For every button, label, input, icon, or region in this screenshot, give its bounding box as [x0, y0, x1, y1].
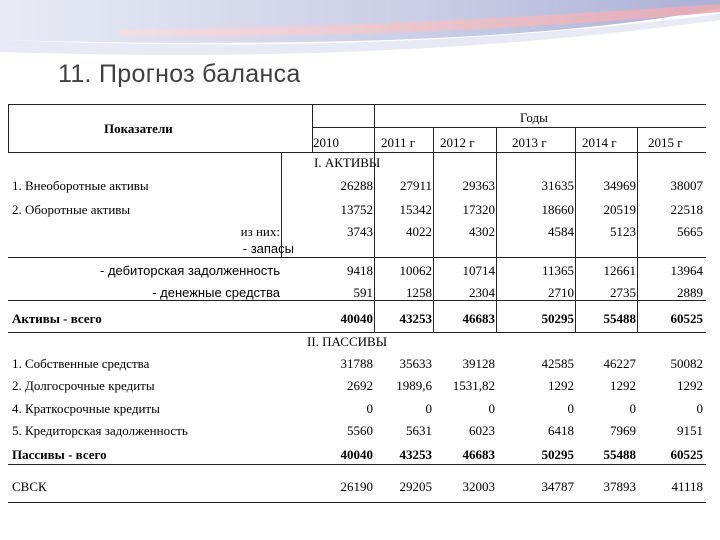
table-border-bottom — [8, 502, 706, 503]
cell-value: 46227 — [603, 356, 636, 371]
cell-value: 6418 — [548, 423, 574, 438]
cell-value: 22518 — [670, 202, 703, 217]
cell-value: 10714 — [462, 263, 495, 278]
cell-value: 39128 — [462, 356, 495, 371]
cell-value: 35633 — [399, 356, 432, 371]
cell-value: 55488 — [603, 447, 636, 462]
cell-value: 4584 — [548, 224, 574, 239]
cell-value: 10062 — [399, 263, 432, 278]
cell-value: 17320 — [462, 202, 495, 217]
section-assets-heading: I. АКТИВЫ — [314, 155, 381, 170]
cell-value: 27911 — [399, 178, 432, 193]
cell-value: 0 — [366, 401, 373, 416]
years-header: Годы — [520, 110, 548, 125]
cell-value: 1989,6 — [396, 378, 432, 393]
row-label: 4. Краткосрочные кредиты — [12, 401, 160, 416]
cell-value: 26288 — [340, 178, 373, 193]
cell-value: 31788 — [340, 356, 373, 371]
cell-value: 15342 — [399, 202, 432, 217]
row-label: из них: — [240, 224, 280, 239]
year-2012-header: 2012 г — [440, 135, 475, 150]
year-2014-header: 2014 г — [582, 135, 617, 150]
cell-value: 1531,82 — [452, 378, 495, 393]
cell-value: 1258 — [406, 285, 432, 300]
cell-value: 2735 — [610, 285, 636, 300]
cell-value: 2710 — [548, 285, 574, 300]
cell-value: 591 — [353, 285, 373, 300]
cell-value: 7969 — [610, 423, 636, 438]
row-label: Пассивы - всего — [12, 447, 107, 462]
year-2010-header: 2010 — [313, 135, 339, 150]
page-title: 11. Прогноз баланса — [58, 60, 301, 88]
cell-value: 50295 — [541, 447, 574, 462]
row-label: 1. Внеоборотные активы — [12, 178, 149, 193]
cell-value: 29363 — [462, 178, 495, 193]
year-2013-header: 2013 г — [512, 135, 547, 150]
cell-value: 0 — [488, 401, 495, 416]
cell-value: 26190 — [340, 479, 373, 494]
cell-value: 31635 — [541, 178, 574, 193]
decorative-header-waves — [0, 0, 720, 110]
cell-value: 46683 — [462, 447, 495, 462]
cell-value: 50295 — [541, 311, 574, 326]
cell-value: 32003 — [462, 479, 495, 494]
indicators-header: Показатели — [104, 121, 173, 136]
cell-value: 50082 — [670, 356, 703, 371]
section-liabilities-heading: II. ПАССИВЫ — [307, 334, 388, 349]
cell-value: 60525 — [670, 447, 703, 462]
cell-value: 11365 — [541, 263, 574, 278]
cell-value: 2304 — [469, 285, 495, 300]
row-divider-line — [8, 464, 706, 465]
cell-value: 13964 — [670, 263, 703, 278]
row-label: - запасы — [242, 241, 294, 256]
row-label: 2. Долгосрочные кредиты — [12, 378, 155, 393]
cell-value: 40040 — [340, 311, 373, 326]
header-bottom-line — [8, 152, 706, 153]
cell-value: 1292 — [677, 378, 703, 393]
year-2015-header: 2015 г — [648, 135, 683, 150]
row-label: - дебиторская задолженность — [100, 263, 280, 278]
row-label: 2. Оборотные активы — [12, 202, 131, 217]
cell-value: 43253 — [399, 311, 432, 326]
cell-value: 0 — [425, 401, 432, 416]
cell-value: 46683 — [462, 311, 495, 326]
cell-value: 4302 — [469, 224, 495, 239]
row-divider-line — [8, 300, 706, 301]
cell-value: 42585 — [541, 356, 574, 371]
cell-value: 5665 — [677, 224, 703, 239]
cell-value: 4022 — [406, 224, 432, 239]
cell-value: 18660 — [541, 202, 574, 217]
cell-value: 0 — [567, 401, 574, 416]
cell-value: 20519 — [603, 202, 636, 217]
cell-value: 5560 — [347, 423, 373, 438]
cell-value: 0 — [696, 401, 703, 416]
row-label: 5. Кредиторская задолженность — [12, 423, 188, 438]
row-divider-line — [8, 332, 706, 333]
cell-value: 9151 — [677, 423, 703, 438]
cell-value: 29205 — [399, 479, 432, 494]
cell-value: 0 — [629, 401, 636, 416]
row-label: - денежные средства — [152, 285, 280, 300]
cell-value: 60525 — [670, 311, 703, 326]
year-2011-header: 2011 г — [381, 135, 416, 150]
cell-value: 1292 — [548, 378, 574, 393]
cell-value: 9418 — [347, 263, 373, 278]
row-label: СВСК — [12, 479, 47, 494]
cell-value: 55488 — [603, 311, 636, 326]
cell-value: 3743 — [347, 224, 373, 239]
cell-value: 37893 — [603, 479, 636, 494]
cell-value: 43253 — [399, 447, 432, 462]
balance-forecast-table — [8, 104, 706, 504]
cell-value: 13752 — [340, 202, 373, 217]
table-border-top — [8, 104, 706, 105]
cell-value: 34787 — [541, 479, 574, 494]
table-border-left — [8, 104, 9, 152]
cell-value: 41118 — [671, 479, 703, 494]
cell-value: 1292 — [610, 378, 636, 393]
row-label: Активы - всего — [12, 311, 102, 326]
years-divider-line — [312, 127, 706, 128]
cell-value: 2692 — [347, 378, 373, 393]
cell-value: 40040 — [340, 447, 373, 462]
row-label: 1. Собственные средства — [12, 356, 150, 371]
cell-value: 34969 — [603, 178, 636, 193]
cell-value: 5631 — [406, 423, 432, 438]
cell-value: 2889 — [677, 285, 703, 300]
cell-value: 6023 — [469, 423, 495, 438]
cell-value: 5123 — [610, 224, 636, 239]
cell-value: 38007 — [670, 178, 703, 193]
cell-value: 12661 — [603, 263, 636, 278]
row-divider-line — [8, 257, 706, 258]
